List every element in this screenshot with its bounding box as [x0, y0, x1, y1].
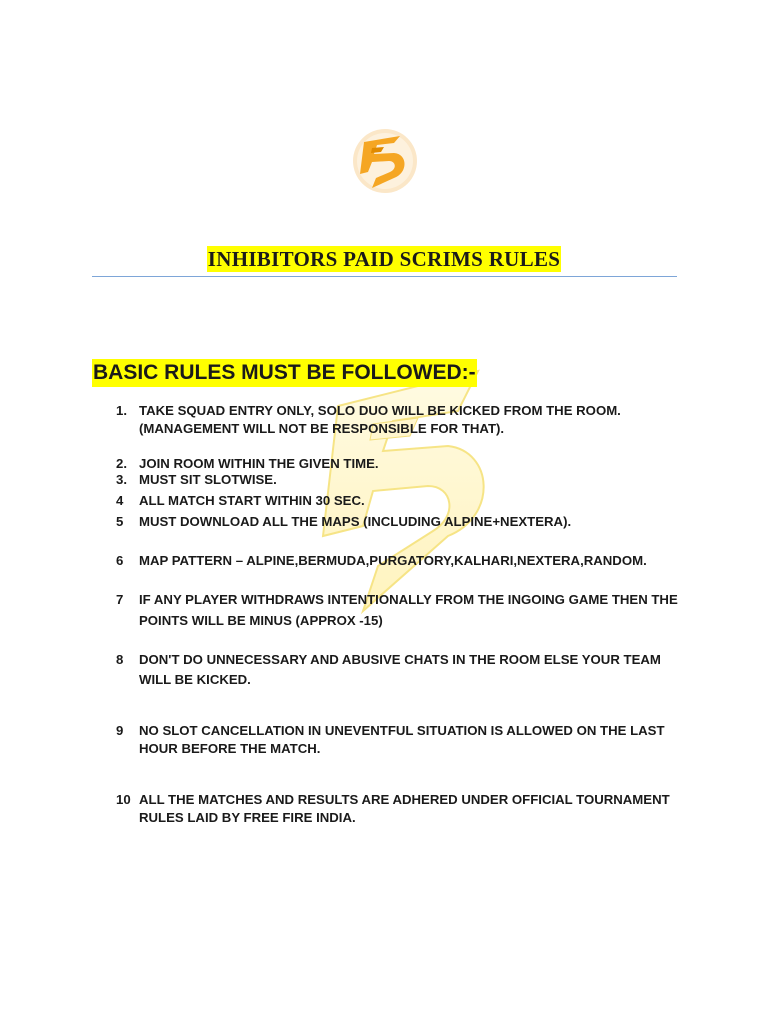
rule-text: IF ANY PLAYER WITHDRAWS INTENTIONALLY FROM THE INGOING GAME THEN THE [139, 592, 678, 607]
rule-text: MUST SIT SLOTWISE. [139, 472, 277, 487]
rule-number: 1. [116, 403, 127, 418]
rule-number: 9 [116, 723, 124, 738]
rule-text: RULES LAID BY FREE FIRE INDIA. [139, 810, 356, 825]
rule-text: JOIN ROOM WITHIN THE GIVEN TIME. [139, 456, 379, 471]
rule-number: 7 [116, 592, 124, 607]
section-heading: BASIC RULES MUST BE FOLLOWED:- [92, 359, 477, 387]
rule-text: WILL BE KICKED. [139, 672, 251, 687]
rule-number: 4 [116, 493, 124, 508]
rule-number: 3. [116, 472, 127, 487]
rule-text: (MANAGEMENT WILL NOT BE RESPONSIBLE FOR THAT). [139, 421, 505, 436]
rule-text: DON'T DO UNNECESSARY AND ABUSIVE CHATS IN THE ROOM ELSE YOUR TEAM [139, 652, 661, 667]
page-title: INHIBITORS PAID SCRIMS RULES [207, 247, 561, 271]
rule-text: HOUR BEFORE THE MATCH. [139, 741, 321, 756]
rule-text: NO SLOT CANCELLATION IN UNEVENTFUL SITUATION IS ALLOWED ON THE LAST [139, 723, 665, 738]
rule-number: 8 [116, 652, 124, 667]
rule-text: ALL THE MATCHES AND RESULTS ARE ADHERED UNDER OFFICIAL TOURNAMENT [139, 792, 670, 807]
rule-text: ALL MATCH START WITHIN 30 SEC. [139, 493, 365, 508]
rule-text: TAKE SQUAD ENTRY ONLY, SOLO DUO WILL BE KICKED FROM THE ROOM. [139, 403, 621, 418]
rule-text: POINTS WILL BE MINUS (APPROX -15) [139, 613, 383, 628]
rule-number: 2. [116, 456, 127, 471]
rule-number: 5 [116, 514, 124, 529]
rule-text: MAP PATTERN – ALPINE,BERMUDA,PURGATORY,KALHARI,NEXTERA,RANDOM. [139, 553, 647, 568]
rule-number: 10 [116, 792, 131, 807]
rule-text: MUST DOWNLOAD ALL THE MAPS (INCLUDING ALPINE+NEXTERA). [139, 514, 572, 529]
rule-number: 6 [116, 553, 124, 568]
